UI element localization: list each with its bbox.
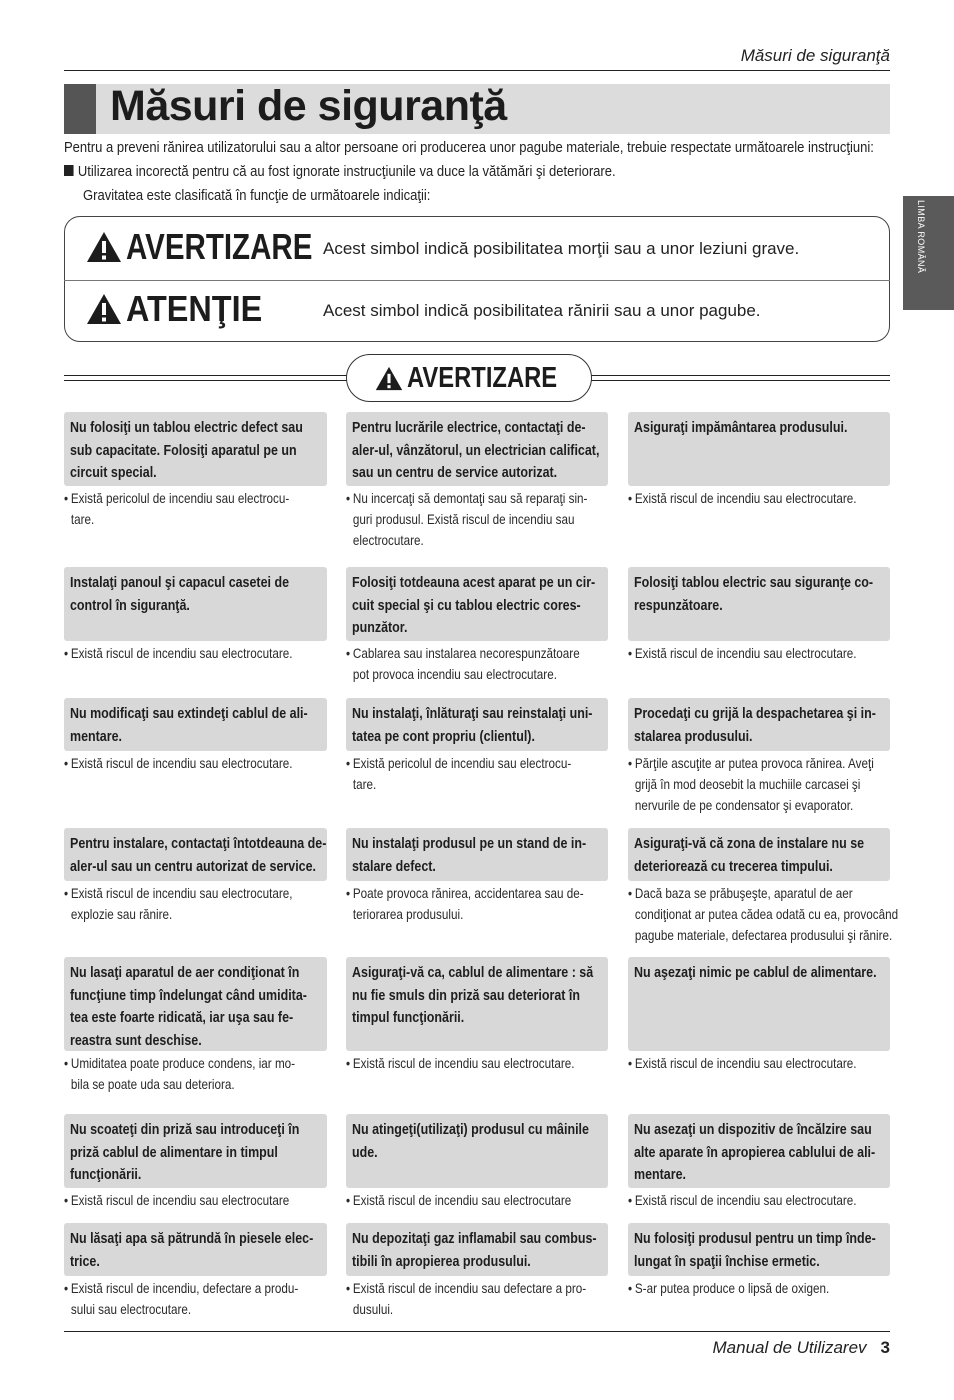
warning-box [346, 957, 608, 1051]
warning-box-line: Nu depozitaţi gaz inflamabil sau combus- [352, 1231, 597, 1247]
note-text: Există riscul de incendiu sau electrocutare. [70, 646, 293, 661]
intro-line-2 [64, 163, 616, 180]
note-line [628, 795, 895, 816]
bullet-icon: • [628, 1281, 633, 1296]
bullet-icon: • [64, 886, 69, 901]
note-line [64, 1278, 331, 1299]
warning-note [628, 1190, 895, 1211]
note-text: Există riscul de incendiu sau electrocutare. [70, 756, 293, 771]
section-rule-left [64, 375, 348, 381]
note-line [64, 1190, 331, 1211]
title-accent-block [64, 84, 96, 134]
warning-note [64, 1278, 331, 1320]
footer-manual-label: Manual de Utilizarev [712, 1338, 867, 1357]
warning-note [346, 1190, 613, 1211]
note-line [64, 643, 331, 664]
warning-box-line: Pentru lucrările electrice, contactaţi de- [352, 420, 586, 436]
warning-note [64, 1053, 331, 1095]
bullet-indent [346, 774, 353, 795]
warning-box-line: aler-ul, vânzătorul, un electrician calificat, [352, 442, 600, 459]
intro-line-3: Gravitatea este clasificată în funcţie de următoarele indicaţii: [83, 187, 431, 204]
warning-note [628, 753, 895, 816]
warning-box [628, 567, 890, 641]
warning-box-line: Nu folosiţi produsul pentru un timp înde- [634, 1231, 876, 1247]
warning-box-line: lungat în spaţii închise ermetic. [634, 1253, 820, 1270]
bullet-indent [628, 774, 635, 795]
warning-box-line: control în siguranţă. [70, 597, 190, 614]
warning-box [628, 698, 890, 751]
bullet-icon: • [346, 886, 351, 901]
note-line [628, 488, 895, 509]
note-text: Există pericolul de incendiu sau electrocu- [70, 491, 290, 506]
warning-box [346, 1114, 608, 1188]
bullet-icon: • [64, 646, 69, 661]
note-text: Există riscul de incendiu, defectare a produ- [70, 1281, 299, 1296]
warning-box [64, 412, 327, 486]
bullet-icon: • [628, 1193, 633, 1208]
warning-box [346, 828, 608, 881]
warning-box-line: tatea pe cont propriu (clientul). [352, 728, 535, 745]
bullet-indent [64, 1074, 71, 1095]
bullet-indent [64, 904, 71, 925]
note-line [628, 1278, 895, 1299]
warning-box [346, 412, 608, 486]
note-line [628, 925, 895, 946]
note-text: nervurile de pe condensator şi evaporator. [634, 798, 854, 813]
note-text: tare. [70, 512, 95, 527]
note-line [346, 883, 613, 904]
bullet-icon: • [64, 1056, 69, 1071]
note-line [628, 774, 895, 795]
note-text: tare. [352, 777, 377, 792]
warning-note [628, 1278, 895, 1299]
note-line [64, 509, 331, 530]
bullet-indent [628, 904, 635, 925]
bullet-indent [346, 664, 353, 685]
warning-box-line: Nu instalaţi produsul pe un stand de in- [352, 836, 587, 852]
caution-triangle-icon [86, 293, 122, 325]
bullet-icon: • [346, 1056, 351, 1071]
warning-box [64, 1223, 327, 1276]
warning-box-line: alte aparate în apropierea cablului de ali- [634, 1144, 876, 1161]
note-text: condiţionat ar putea cădea odată cu ea, provocând [634, 907, 899, 922]
bullet-icon: • [64, 756, 69, 771]
warning-note [346, 488, 613, 551]
note-line [346, 753, 613, 774]
warning-box-line: mentare. [70, 728, 122, 745]
note-text: teriorarea produsului. [352, 907, 464, 922]
intro-line-2-text: Utilizarea incorectă pentru că au fost ignorate instrucţiunile va duce la vătămări şi deteriorare. [77, 163, 616, 180]
note-line [346, 643, 613, 664]
warning-note [628, 883, 899, 946]
note-line [628, 1190, 895, 1211]
note-text: Există riscul de incendiu sau electrocutare [352, 1193, 572, 1208]
note-line [628, 1053, 895, 1074]
legend-caution-desc: Acest simbol indică posibilitatea rănirii sau a unor pagube. [323, 301, 761, 320]
note-line [64, 1053, 331, 1074]
note-text: Există riscul de incendiu sau electrocutare, [70, 886, 293, 901]
bullet-icon: • [628, 1056, 633, 1071]
warning-box-line: stalarea produsului. [634, 728, 753, 745]
note-line [346, 664, 613, 685]
warning-box [628, 828, 890, 881]
warning-box-line: Asiguraţi-vă că zona de instalare nu se [634, 836, 865, 852]
warning-box-line: aler-ul sau un centru autorizat de service. [70, 858, 317, 875]
warning-note [346, 1053, 613, 1074]
warning-box-line: funcţiune timp îndelungat când umidita- [70, 987, 307, 1004]
warning-box [346, 567, 608, 641]
note-text: Există pericolul de incendiu sau electrocu- [352, 756, 572, 771]
bullet-indent [628, 795, 635, 816]
section-heading-label [375, 362, 562, 395]
note-line [346, 1053, 613, 1074]
note-text: pagube materiale, defectarea produsului şi rănire. [634, 928, 893, 943]
note-line [64, 883, 331, 904]
note-text: Poate provoca rănirea, accidentarea sau de- [352, 886, 584, 901]
warning-box-line: Nu lăsaţi apa să pătrundă în piesele elec- [70, 1231, 314, 1247]
note-text: Umiditatea poate produce condens, iar mo- [70, 1056, 296, 1071]
bullet-icon: • [346, 1193, 351, 1208]
warning-box-line: trice. [70, 1253, 100, 1270]
warning-box-line: Instalaţi panoul şi capacul casetei de [70, 575, 290, 591]
section-heading-text: AVERTIZARE [407, 361, 558, 394]
note-line [628, 904, 899, 925]
warning-box [628, 412, 890, 486]
warning-box-line: Nu asezaţi un dispozitiv de încălzire sau [634, 1122, 872, 1138]
warning-note [346, 1278, 613, 1320]
warning-box [628, 1223, 890, 1276]
warning-box-line: mentare. [634, 1167, 686, 1184]
warning-box-line: Nu aşezaţi nimic pe cablul de alimentare. [634, 965, 877, 981]
bullet-indent [64, 509, 71, 530]
legend-caution-label [86, 289, 277, 329]
warning-box-line: Nu modificaţi sau extindeţi cablul de ali- [70, 706, 308, 722]
warning-box [628, 957, 890, 1051]
note-line [64, 1299, 331, 1320]
warning-triangle-icon [86, 231, 122, 263]
warning-box-line: deteriorează cu trecerea timpului. [634, 858, 833, 875]
bullet-icon: • [346, 756, 351, 771]
warning-box-line: Procedaţi cu grijă la despachetarea şi in- [634, 706, 876, 722]
warning-box [346, 698, 608, 751]
legend-warning-text: AVERTIZARE [126, 226, 313, 267]
note-line [346, 509, 613, 530]
note-line [628, 753, 895, 774]
warning-box-line: Nu lasaţi aparatul de aer condiţionat în [70, 965, 300, 981]
warning-note [628, 1053, 895, 1074]
bullet-indent [346, 904, 353, 925]
note-text: pot provoca incendiu sau electrocutare. [352, 667, 557, 682]
warning-note [64, 753, 331, 774]
warning-box-line: stalare defect. [352, 858, 436, 875]
note-text: Nu incercaţi să demontaţi sau să reparaţi sin- [352, 491, 588, 506]
warning-box-line: Pentru instalare, contactaţi întotdeauna de- [70, 836, 327, 852]
note-text: Există riscul de incendiu sau electrocutare. [634, 491, 857, 506]
note-line [628, 883, 895, 904]
warning-triangle-icon [375, 366, 403, 391]
note-text: S-ar putea produce o lipsă de oxigen. [634, 1281, 830, 1296]
warning-note [64, 883, 331, 925]
warning-box-line: Nu scoateţi din priză sau introduceţi în [70, 1122, 300, 1138]
warning-box-line: priză cablul de alimentare in timpul [70, 1144, 278, 1161]
bullet-indent [64, 1299, 71, 1320]
note-text: bila se poate uda sau deteriora. [70, 1077, 235, 1092]
bullet-icon: • [346, 491, 351, 506]
note-text: sului sau electrocutare. [70, 1302, 192, 1317]
warning-box-line: timpul funcţionării. [352, 1010, 465, 1027]
language-side-tab-label: LIMBA ROMÂNĂ [916, 200, 926, 274]
section-rule-right [590, 375, 890, 381]
legend-warning-desc: Acest simbol indică posibilitatea morţii sau a unor leziuni grave. [323, 239, 800, 258]
note-text: Cablarea sau instalarea necorespunzătoare [352, 646, 580, 661]
warning-box-line: Folosiţi tablou electric sau siguranţe co- [634, 575, 874, 591]
note-line [346, 1190, 613, 1211]
square-bullet-icon [64, 165, 74, 176]
bullet-icon: • [628, 646, 633, 661]
warning-box [346, 1223, 608, 1276]
legend-caution-text: ATENŢIE [126, 288, 263, 329]
warning-box [64, 828, 327, 881]
note-line [346, 1299, 613, 1320]
footer [713, 1338, 890, 1358]
note-text: dusului. [352, 1302, 394, 1317]
warning-box-line: cuit special şi cu tablou electric cores- [352, 597, 581, 614]
note-line [64, 1074, 331, 1095]
footer-rule [64, 1331, 890, 1332]
note-line [346, 488, 613, 509]
note-text: electrocutare. [352, 533, 424, 548]
warning-box [64, 1114, 327, 1188]
bullet-icon: • [64, 491, 69, 506]
bullet-icon: • [346, 646, 351, 661]
note-line [346, 904, 613, 925]
warning-box-line: tibili în apropierea produsului. [352, 1253, 531, 1270]
note-text: Dacă baza se prăbuşeşte, aparatul de aer [634, 886, 853, 901]
warning-note [64, 1190, 331, 1211]
warning-note [628, 643, 895, 664]
bullet-icon: • [628, 756, 633, 771]
note-line [64, 753, 331, 774]
section-heading [346, 354, 592, 402]
warning-box-line: circuit special. [70, 465, 157, 482]
warning-box-line: Nu instalaţi, înlăturaţi sau reinstalaţi uni- [352, 706, 593, 722]
note-line [628, 643, 895, 664]
page-number: 3 [880, 1338, 890, 1357]
warning-box-line: funcţionării. [70, 1167, 142, 1184]
note-text: Părţile ascuţite ar putea provoca rănirea. Aveţi [634, 756, 874, 771]
note-line [346, 530, 613, 551]
note-line [64, 904, 331, 925]
bullet-indent [346, 530, 353, 551]
note-line [64, 488, 331, 509]
warning-box [628, 1114, 890, 1188]
warning-note [346, 883, 613, 925]
warning-box-line: sub capacitate. Folosiţi aparatul pe un [70, 442, 297, 459]
note-line [346, 774, 613, 795]
note-text: grijă în mod deosebit la muchiile carcasei şi [634, 777, 861, 792]
warning-box-line: Nu folosiţi un tablou electric defect sau [70, 420, 303, 436]
note-text: Există riscul de incendiu sau electrocutare. [634, 646, 857, 661]
note-text: Există riscul de incendiu sau electrocutare. [634, 1193, 857, 1208]
bullet-icon: • [346, 1281, 351, 1296]
warning-note [628, 488, 895, 509]
note-text: explozie sau rănire. [70, 907, 173, 922]
warning-box [64, 957, 327, 1051]
warning-note [346, 753, 613, 795]
page-title: Măsuri de siguranţă [110, 82, 507, 130]
running-header: Măsuri de siguranţă [740, 46, 890, 65]
warning-box-line: nu fie smuls din priză sau deteriorat în [352, 987, 580, 1004]
warning-box-line: Asiguraţi impământarea produsului. [634, 420, 848, 436]
note-text: Există riscul de incendiu sau electrocutare. [634, 1056, 857, 1071]
note-text: Există riscul de incendiu sau defectare a pro- [352, 1281, 587, 1296]
intro-line-1: Pentru a preveni rănirea utilizatorului sau a altor persoane ori producerea unor pagube materiale, trebuie respectate următoarele instrucţiuni: [64, 139, 874, 156]
note-line [346, 1278, 613, 1299]
warning-note [64, 643, 331, 664]
legend-warning-label [86, 227, 353, 267]
header-rule [64, 70, 890, 71]
warning-box-line: Folosiţi totdeauna acest aparat pe un cir- [352, 575, 596, 591]
bullet-indent [346, 1299, 353, 1320]
warning-box-line: punzător. [352, 620, 408, 637]
warning-box-line: ude. [352, 1144, 378, 1161]
bullet-icon: • [628, 886, 633, 901]
warning-box [64, 567, 327, 641]
bullet-icon: • [64, 1193, 69, 1208]
warning-box-line: respunzătoare. [634, 597, 723, 614]
bullet-icon: • [628, 491, 633, 506]
warning-box-line: tea este foarte ridicată, iar uşa sau fe- [70, 1010, 294, 1027]
bullet-indent [346, 509, 353, 530]
warning-box-line: Nu atingeţi(utilizaţi) produsul cu mâinile [352, 1122, 589, 1138]
note-text: guri produsul. Există riscul de incendiu sau [352, 512, 575, 527]
note-text: Există riscul de incendiu sau electrocutare. [352, 1056, 575, 1071]
legend-divider [64, 280, 890, 281]
warning-box-line: Asiguraţi-vă ca, cablul de alimentare : să [352, 965, 594, 981]
warning-note [64, 488, 331, 530]
warning-note [346, 643, 613, 685]
bullet-icon: • [64, 1281, 69, 1296]
bullet-indent [628, 925, 635, 946]
warning-box-line: reastra sunt deschise. [70, 1033, 202, 1050]
warning-box-line: sau un centru de service autorizat. [352, 465, 558, 482]
warning-box [64, 698, 327, 751]
note-text: Există riscul de incendiu sau electrocutare [70, 1193, 290, 1208]
